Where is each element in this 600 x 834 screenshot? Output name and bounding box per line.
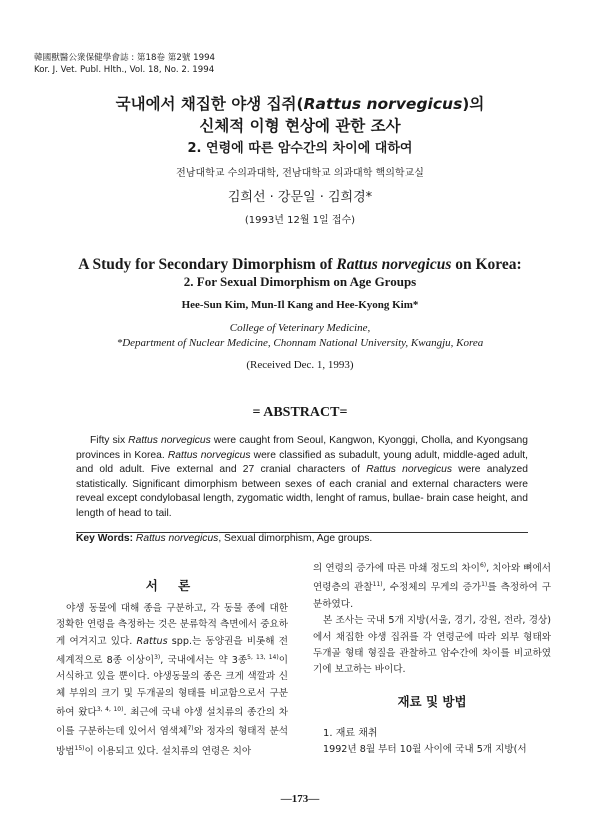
affiliation-1: College of Veterinary Medicine, (229, 322, 371, 334)
english-received-date: (Received Dec. 1, 1993) (246, 359, 354, 371)
korean-title-line-1: 국내에서 채집한 야생 집쥐(Rattus norvegicus)의 (115, 95, 485, 113)
korean-title-line-3: 2. 연령에 따른 암수간의 차이에 대하여 (187, 141, 413, 156)
methods-body (313, 742, 551, 758)
korean-authors: 김희선 · 강문일 · 김희경* (227, 190, 373, 205)
methods-heading: 재료 및 방법 (397, 694, 467, 709)
journal-citation-english: Kor. J. Vet. Publ. Hlth., Vol. 18, No. 2. 1994 (34, 65, 215, 75)
methods-text: 1992년 8월 부터 10월 사이에 국내 5개 지방(서 (323, 744, 527, 755)
abstract-body: Fifty six Rattus norvegicus were caught from Seoul, Kangwon, Kyonggi, Cholla, and Kyongsang provinces in Korea. Rattus norvegicus were classified as subadult, young adult, middle-aged adult, and old adult. Five external and 27 cranial characters of Rattus norvegicus were analyzed statistically. Significant dimorphism between sexes of each cranial and external characters were reveal except condylobasal length, zygomatic width, lenght of ramus, bullae- brain case height, and length of head to tail. (76, 435, 528, 519)
english-authors: Hee-Sun Kim, Mun-Il Kang and Hee-Kyong Kim* (181, 299, 419, 311)
affiliation-2: *Department of Nuclear Medicine, Chonnam National University, Kwangju, Korea (116, 337, 484, 349)
journal-citation-korean: 韓國獸醫公衆保健學會誌 : 第18卷 第2號 1994 (34, 53, 216, 63)
keywords: Key Words: Rattus norvegicus, Sexual dimorphism, Age groups. (76, 533, 373, 544)
korean-institution: 전남대학교 수의과대학, 전남대학교 의과대학 핵의학교실 (176, 168, 424, 179)
english-title-line-1: A Study for Secondary Dimorphism of Rattus norvegicus on Korea: (78, 256, 522, 273)
introduction-continued: 의 연령의 증가에 따른 마쇄 정도의 차이$^{6)}$, 치아와 뼈에서 연령층의 관찰$^{11)}$, 수정체의 무게의 증가$^{1)}$를 측정하여 구분하였다. 본 조사는 국내 5개 지방(서울, 경기, 강원, 전라, 경상)에서 채집한 야생 집쥐를 각 연령군에 따라 외부 형태와 두개골 형태 형질을 관찰하고 암수간에 차이를 비교하였기에 보고하는 바이다. (313, 558, 551, 678)
korean-title-line-2: 신체적 이형 현상에 관한 조사 (199, 117, 401, 135)
korean-received-date: (1993년 12월 1일 접수) (244, 215, 356, 226)
journal-citation (34, 52, 215, 76)
introduction-purpose: 본 조사는 국내 5개 지방(서울, 경기, 강원, 전라, 경상)에서 채집한 야생 집쥐를 각 연령군에 따라 외부 형태와 두개골 형태 형질을 관찰하고 암수간에 차이를 비교하였기에 보고하는 바이다. (313, 615, 551, 676)
methods-subheading: 1. 재료 채취 (323, 728, 378, 739)
english-title-line-2: 2. For Sexual Dimorphism on Age Groups (183, 274, 417, 289)
abstract-heading: = ABSTRACT= (252, 405, 348, 420)
introduction-body: 야생 동물에 대해 종을 구분하고, 각 동물 종에 대한 정확한 연령을 측정하는 것은 분류학적 측면에서 중요하게 여겨지고 있다. Rattus spp.는 동양권을 비롯해 전 세계적으로 8종 이상이$^{3)}$, 국내에서는 약 3종$^{5, 13, 14)}$이 서식하고 있을 뿐이다. 야생동물의 종은 크게 색깔과 신체 부위의 크기 및 두개골의 형태를 비교함으로서 구분하여 왔다$^{3, 4, 10)}$. 최근에 국내 야생 설치류의 종간의 차이를 구분하는데 있어서 염색체$^{7)}$와 정자의 형태적 분석방법$^{15)}$이 이용되고 있다. 설치류의 연령은 치아 (56, 603, 288, 758)
page-number: —173— (280, 793, 320, 805)
introduction-heading: 서 론 (145, 578, 199, 593)
